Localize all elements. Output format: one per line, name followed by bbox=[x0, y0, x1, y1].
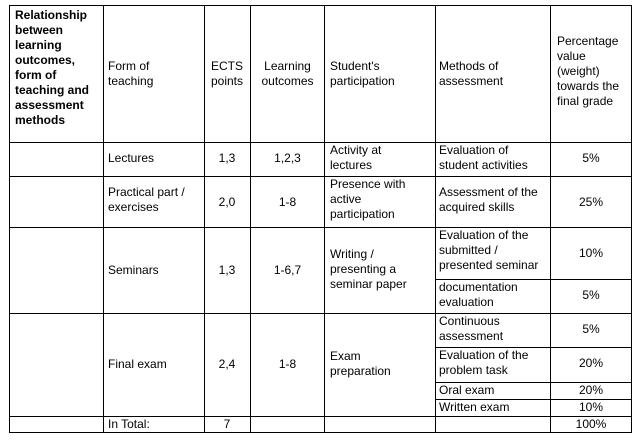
header-form-of-teaching: Form of teaching bbox=[108, 59, 154, 88]
final-exam-percent-2: 20% bbox=[578, 356, 604, 370]
final-exam-percent-1: 5% bbox=[582, 322, 600, 336]
final-exam-assessment-3: Oral exam bbox=[439, 383, 495, 397]
total-percent: 100% bbox=[575, 417, 607, 431]
practical-form: Practical part / exercises bbox=[108, 185, 185, 214]
final-exam-percent-4: 10% bbox=[578, 400, 604, 414]
lectures-assessment: Evaluation of student activities bbox=[439, 143, 528, 172]
lectures-percent: 5% bbox=[582, 151, 600, 165]
total-ects: 7 bbox=[223, 417, 231, 431]
seminars-assessment-1: Evaluation of the submitted / presented seminar bbox=[439, 228, 539, 272]
header-learning-outcomes: Learning outcomes bbox=[261, 59, 314, 88]
practical-outcomes: 1-8 bbox=[278, 195, 297, 209]
lectures-outcomes: 1,2,3 bbox=[274, 151, 301, 165]
final-exam-assessment-4: Written exam bbox=[439, 400, 510, 414]
final-exam-participation: Exam preparation bbox=[330, 349, 391, 378]
seminars-assessment-2: documentation evaluation bbox=[439, 280, 518, 309]
header-ects-points: ECTS points bbox=[210, 59, 244, 88]
seminars-form: Seminars bbox=[108, 263, 159, 277]
seminars-percent-1: 10% bbox=[578, 246, 604, 260]
practical-ects: 2,0 bbox=[218, 195, 236, 209]
seminars-ects: 1,3 bbox=[218, 263, 236, 277]
lectures-form: Lectures bbox=[108, 151, 155, 165]
lectures-participation: Activity at lectures bbox=[330, 143, 382, 172]
final-exam-outcomes: 1-8 bbox=[278, 357, 297, 371]
final-exam-ects: 2,4 bbox=[218, 357, 236, 371]
seminars-participation: Writing / presenting a seminar paper bbox=[330, 247, 407, 291]
lectures-ects: 1,3 bbox=[218, 151, 236, 165]
practical-participation: Presence with active participation bbox=[330, 177, 406, 221]
final-exam-percent-3: 20% bbox=[578, 383, 604, 397]
practical-assessment: Assessment of the acquired skills bbox=[439, 185, 538, 214]
seminars-outcomes: 1-6,7 bbox=[273, 263, 302, 277]
header-student-participation: Student's participation bbox=[330, 59, 395, 88]
header-percentage-value: Percentage value (weight) towards the final grade bbox=[557, 34, 620, 108]
header-relationship: Relationship between learning outcomes, form of teaching and assessment methods bbox=[15, 8, 90, 127]
practical-percent: 25% bbox=[578, 195, 604, 209]
final-exam-form: Final exam bbox=[108, 357, 167, 371]
final-exam-assessment-1: Continuous assessment bbox=[439, 314, 504, 343]
seminars-percent-2: 5% bbox=[582, 288, 600, 302]
final-exam-assessment-2: Evaluation of the problem task bbox=[439, 348, 529, 377]
total-label: In Total: bbox=[108, 417, 150, 431]
header-methods-of-assessment: Methods of assessment bbox=[439, 59, 504, 88]
